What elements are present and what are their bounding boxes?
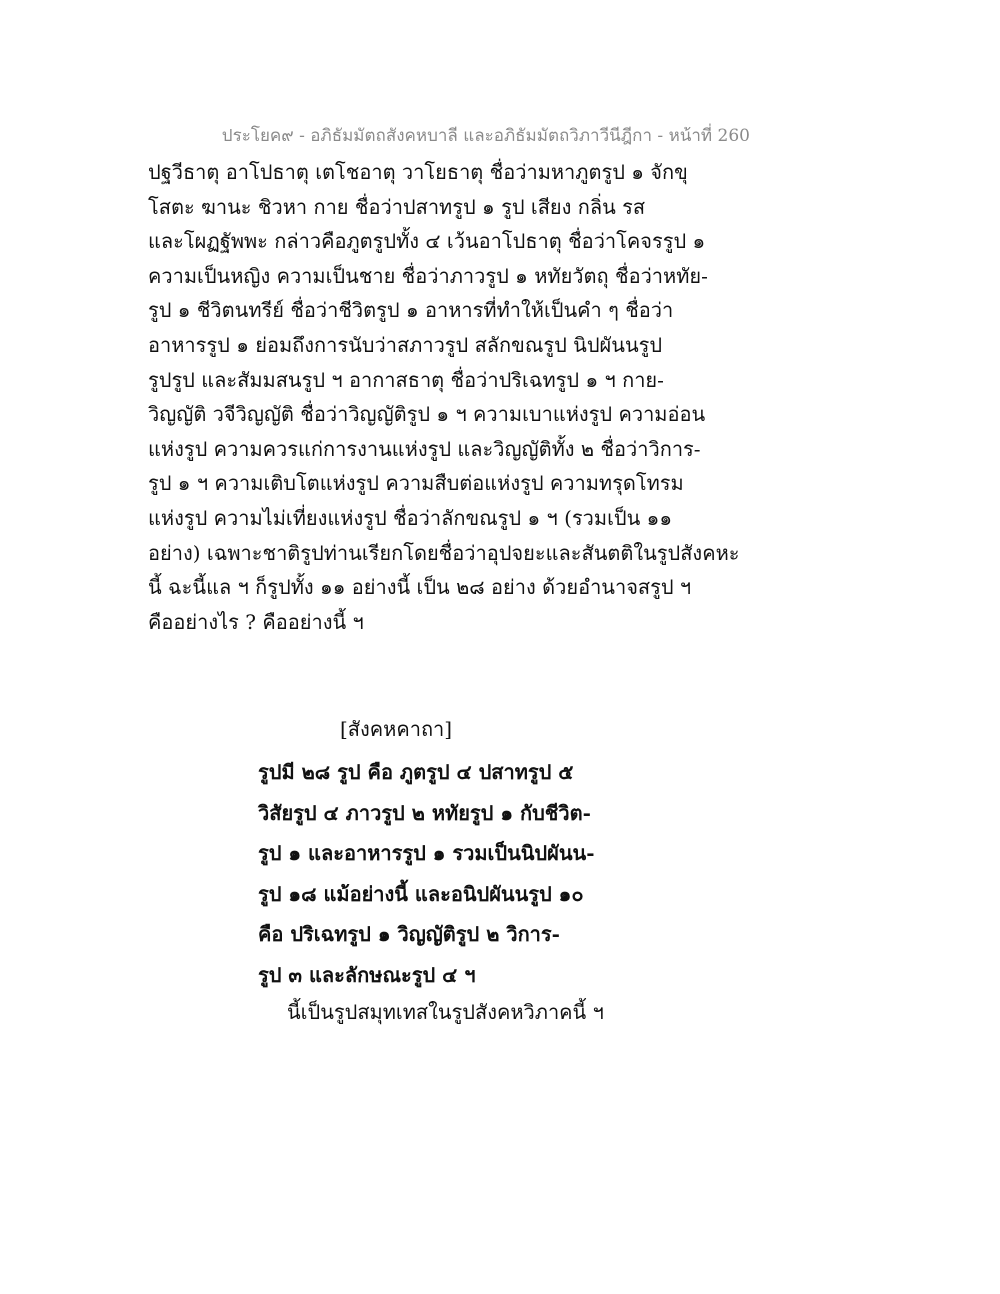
verse-line: รูป ๑ และอาหารรูป ๑ รวมเป็นนิปผันน- <box>258 841 595 865</box>
closing-line: นี้เป็นรูปสมุทเทสในรูปสังคหวิภาคนี้ ฯ <box>287 1000 604 1024</box>
body-line: ความเป็นหญิง ความเป็นชาย ชื่อว่าภาวรูป ๑ หทัยวัตถุ ชื่อว่าหทัย- <box>148 263 708 288</box>
body-line: ปฐวีธาตุ อาโปธาตุ เตโชอาตุ วาโยธาตุ ชื่อว่ามหาภูตรูป ๑ จักขุ <box>148 160 688 184</box>
verse-block <box>258 752 595 995</box>
body-line: คืออย่างไร ? คืออย่างนี้ ฯ <box>148 609 364 634</box>
body-line: และโผฏฐัพพะ กล่าวคือภูตรูปทั้ง ๔ เว้นอาโปธาตุ ชื่อว่าโคจรรูป ๑ <box>148 229 706 254</box>
verse-line: รูป ๓ และลักษณะรูป ๔ ฯ <box>258 962 476 987</box>
verse-line: รูปมี ๒๘ รูป คือ ภูตรูป ๔ ปสาทรูป ๕ <box>258 760 574 784</box>
verse-line: วิสัยรูป ๔ ภาวรูป ๒ หทัยรูป ๑ กับชีวิต- <box>258 800 591 825</box>
body-line: รูปรูป และสัมมสนรูป ฯ อากาสธาตุ ชื่อว่าปริเฉทรูป ๑ ฯ กาย- <box>148 367 664 392</box>
verse-title: [สังคหคาถา] <box>340 717 453 741</box>
body-line: แห่งรูป ความไม่เที่ยงแห่งรูป ชื่อว่าลักขณรูป ๑ ฯ (รวมเป็น ๑๑ <box>148 505 673 530</box>
body-line: รูป ๑ ชีวิตนทรีย์ ชื่อว่าชีวิตรูป ๑ อาหารที่ทำให้เป็นคำ ๆ ชื่อว่า <box>148 298 674 323</box>
running-header: ประโยค๙ - อภิธัมมัตถสังคหบาลี และอภิธัมมัตถวิภาวีนีฎีกา - หน้าที่ 260 <box>221 126 750 146</box>
body-line: รูป ๑ ฯ ความเติบโตแห่งรูป ความสืบต่อแห่งรูป ความทรุดโทรม <box>148 471 684 496</box>
body-line: โสตะ ฆานะ ชิวหา กาย ชื่อว่าปสาทรูป ๑ รูป เสียง กลิ่น รส <box>148 194 646 219</box>
body-text <box>148 155 848 639</box>
body-line: แห่งรูป ความควรแก่การงานแห่งรูป และวิญญัติทั้ง ๒ ชื่อว่าวิการ- <box>148 436 701 461</box>
verse-line: คือ ปริเฉทรูป ๑ วิญญัติรูป ๒ วิการ- <box>258 922 560 946</box>
body-line: นี้ ฉะนี้แล ฯ ก็รูปทั้ง ๑๑ อย่างนี้ เป็น ๒๘ อย่าง ด้วยอำนาจสรูป ฯ <box>148 575 692 600</box>
body-line: อาหารรูป ๑ ย่อมถึงการนับว่าสภาวรูป สลักขณรูป นิปผันนรูป <box>148 332 663 357</box>
body-line: อย่าง) เฉพาะชาติรูปท่านเรียกโดยชื่อว่าอุปจยะและสันตติในรูปสังคหะ <box>148 540 740 565</box>
verse-line: รูป ๑๘ แม้อย่างนี้ และอนิปผันนรูป ๑๐ <box>258 881 584 906</box>
body-line: วิญญัติ วจีวิญญัติ ชื่อว่าวิญญัติรูป ๑ ฯ ความเบาแห่งรูป ความอ่อน <box>148 402 706 427</box>
